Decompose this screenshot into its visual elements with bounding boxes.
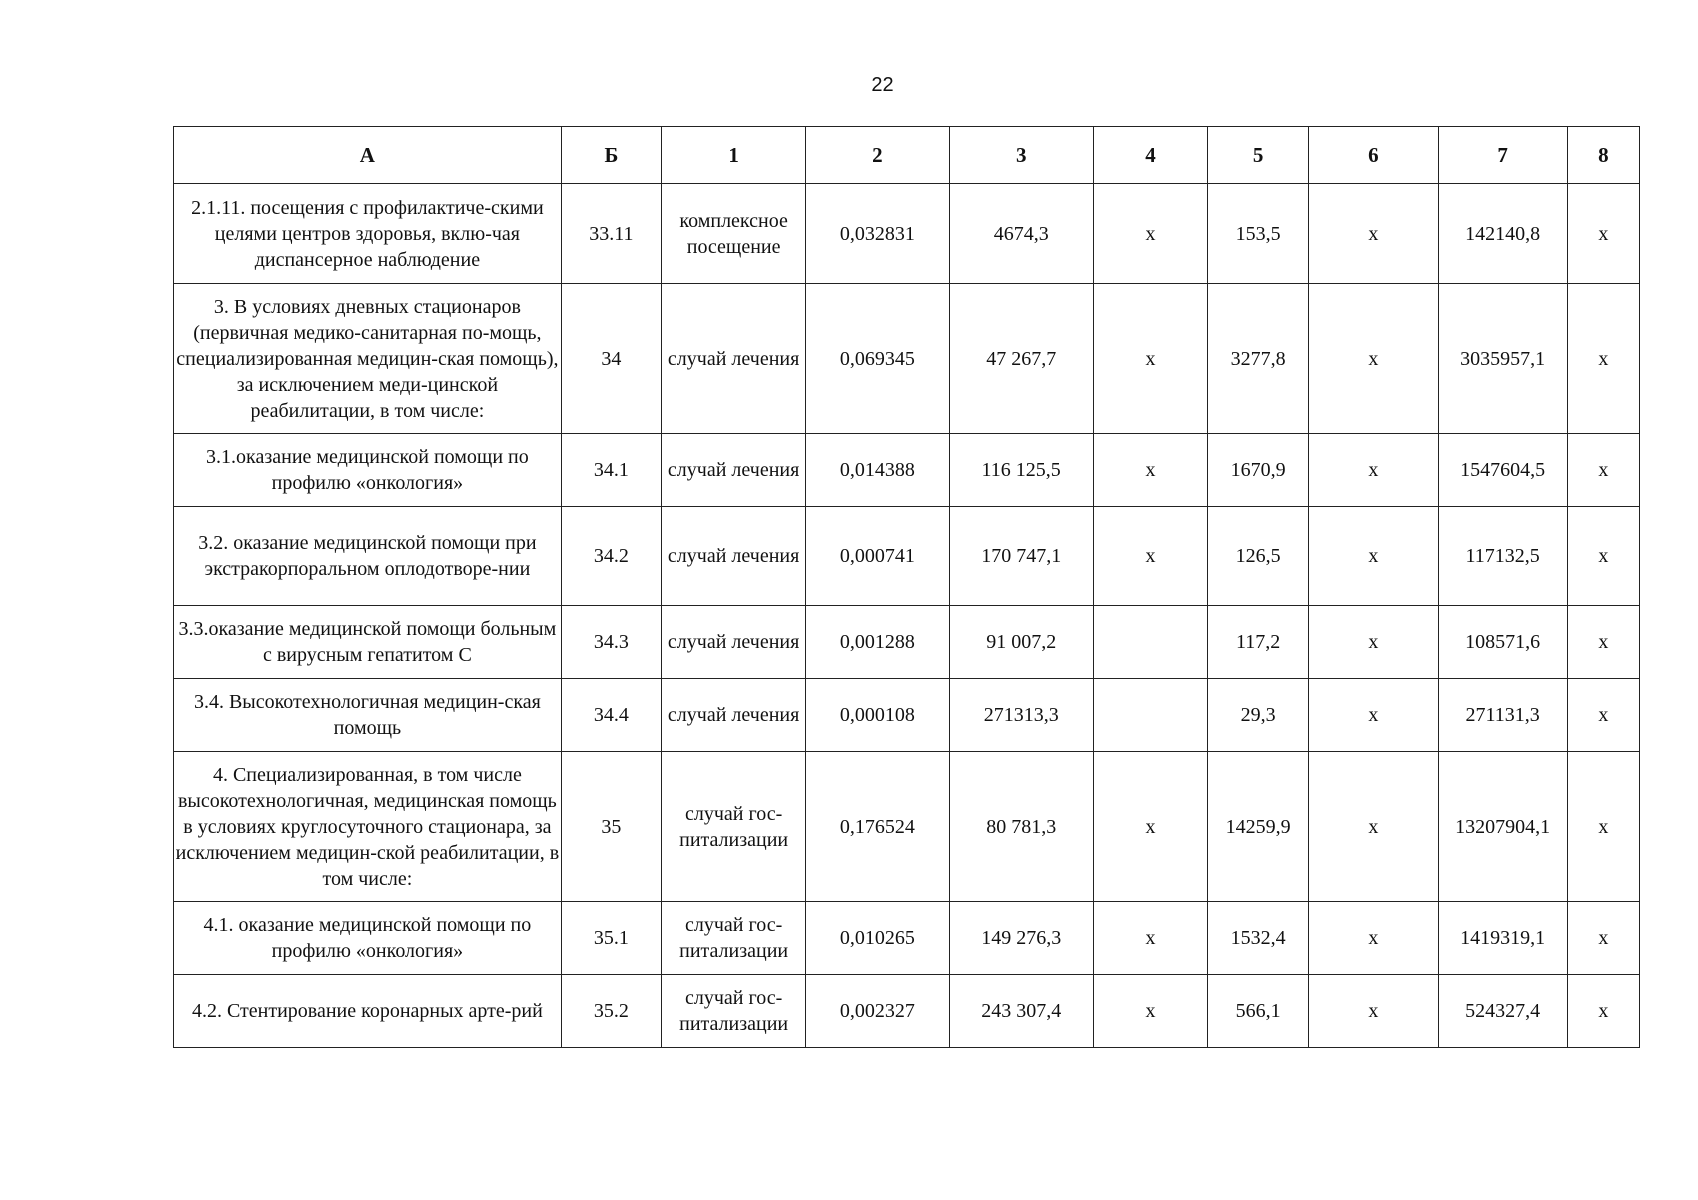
row-col-5: 29,3: [1208, 679, 1309, 752]
row-col-3: 271313,3: [949, 679, 1093, 752]
row-col-3: 47 267,7: [949, 284, 1093, 434]
row-col-5: 126,5: [1208, 507, 1309, 606]
row-col-4: [1093, 606, 1207, 679]
row-col-7: 108571,6: [1438, 606, 1567, 679]
table-row: [174, 434, 1640, 507]
header-cell-2: 2: [806, 127, 949, 184]
row-col-8: х: [1567, 184, 1639, 284]
row-name: 4.2. Стентирование коронарных арте-рий: [174, 975, 562, 1048]
row-col-4: х: [1093, 975, 1207, 1048]
row-unit: случай гос-питализации: [661, 902, 805, 975]
row-col-5: 117,2: [1208, 606, 1309, 679]
row-col-4: [1093, 679, 1207, 752]
row-col-4: х: [1093, 434, 1207, 507]
row-code: 34.4: [561, 679, 661, 752]
table-row: [174, 507, 1640, 606]
row-name: 2.1.11. посещения с профилактиче-скими целями центров здоровья, вклю-чая диспансерное наблюдение: [174, 184, 562, 284]
row-unit: случай лечения: [661, 606, 805, 679]
row-code: 35.2: [561, 975, 661, 1048]
row-col-3: 149 276,3: [949, 902, 1093, 975]
row-unit: случай гос-питализации: [661, 975, 805, 1048]
header-cell-3: 3: [949, 127, 1093, 184]
row-col-5: 566,1: [1208, 975, 1309, 1048]
row-col-7: 271131,3: [1438, 679, 1567, 752]
row-col-3: 91 007,2: [949, 606, 1093, 679]
row-col-5: 14259,9: [1208, 752, 1309, 902]
row-col-6: х: [1309, 284, 1438, 434]
row-unit: случай лечения: [661, 434, 805, 507]
row-name: 4. Специализированная, в том числе высокотехнологичная, медицинская помощь в условиях круглосуточного стационара, за исключением медицин-ской реабилитации, в том числе:: [174, 752, 562, 902]
row-col-4: х: [1093, 184, 1207, 284]
row-col-2: 0,001288: [806, 606, 949, 679]
row-col-8: х: [1567, 606, 1639, 679]
row-col-8: х: [1567, 752, 1639, 902]
row-col-2: 0,032831: [806, 184, 949, 284]
row-name: 3.4. Высокотехнологичная медицин-ская помощь: [174, 679, 562, 752]
row-col-5: 3277,8: [1208, 284, 1309, 434]
row-col-6: х: [1309, 975, 1438, 1048]
row-col-2: 0,176524: [806, 752, 949, 902]
row-col-3: 4674,3: [949, 184, 1093, 284]
row-name: 3.2. оказание медицинской помощи при экстракорпоральном оплодотворе-нии: [174, 507, 562, 606]
row-code: 34: [561, 284, 661, 434]
row-col-7: 142140,8: [1438, 184, 1567, 284]
row-col-6: х: [1309, 606, 1438, 679]
row-name: 3.3.оказание медицинской помощи больным с вирусным гепатитом С: [174, 606, 562, 679]
header-cell-8: 8: [1567, 127, 1639, 184]
header-cell-4: 4: [1093, 127, 1207, 184]
row-col-7: 13207904,1: [1438, 752, 1567, 902]
row-col-2: 0,069345: [806, 284, 949, 434]
row-col-3: 170 747,1: [949, 507, 1093, 606]
row-col-2: 0,000108: [806, 679, 949, 752]
header-row: [174, 127, 1640, 184]
header-cell-7: 7: [1438, 127, 1567, 184]
header-cell-b: Б: [561, 127, 661, 184]
row-col-5: 1670,9: [1208, 434, 1309, 507]
row-name: 4.1. оказание медицинской помощи по профилю «онкология»: [174, 902, 562, 975]
table-row: [174, 902, 1640, 975]
header-cell-1: 1: [661, 127, 805, 184]
row-col-6: х: [1309, 184, 1438, 284]
row-col-4: х: [1093, 507, 1207, 606]
row-code: 35.1: [561, 902, 661, 975]
row-col-7: 524327,4: [1438, 975, 1567, 1048]
row-col-8: х: [1567, 679, 1639, 752]
row-unit: комплексное посещение: [661, 184, 805, 284]
table-row: [174, 284, 1640, 434]
row-col-7: 1547604,5: [1438, 434, 1567, 507]
row-unit: случай лечения: [661, 679, 805, 752]
row-unit: случай лечения: [661, 284, 805, 434]
table-row: [174, 184, 1640, 284]
row-col-8: х: [1567, 902, 1639, 975]
row-code: 33.11: [561, 184, 661, 284]
table-row: [174, 606, 1640, 679]
data-table: [173, 126, 1640, 1048]
row-col-3: 243 307,4: [949, 975, 1093, 1048]
row-col-3: 116 125,5: [949, 434, 1093, 507]
row-col-2: 0,000741: [806, 507, 949, 606]
row-col-8: х: [1567, 507, 1639, 606]
row-col-6: х: [1309, 902, 1438, 975]
row-unit: случай гос-питализации: [661, 752, 805, 902]
row-code: 34.3: [561, 606, 661, 679]
row-code: 34.1: [561, 434, 661, 507]
row-col-8: х: [1567, 434, 1639, 507]
row-col-6: х: [1309, 679, 1438, 752]
table-row: [174, 679, 1640, 752]
row-col-7: 117132,5: [1438, 507, 1567, 606]
row-name: 3.1.оказание медицинской помощи по профилю «онкология»: [174, 434, 562, 507]
row-col-4: х: [1093, 284, 1207, 434]
row-col-7: 1419319,1: [1438, 902, 1567, 975]
row-col-2: 0,014388: [806, 434, 949, 507]
row-col-3: 80 781,3: [949, 752, 1093, 902]
row-col-6: х: [1309, 507, 1438, 606]
row-col-6: х: [1309, 434, 1438, 507]
row-name: 3. В условиях дневных стационаров (первичная медико-санитарная по-мощь, специализированная медицин-ская помощь), за исключением меди-цинской реабилитации, в том числе:: [174, 284, 562, 434]
header-cell-6: 6: [1309, 127, 1438, 184]
header-cell-5: 5: [1208, 127, 1309, 184]
row-col-8: х: [1567, 975, 1639, 1048]
table-row: [174, 975, 1640, 1048]
row-col-5: 1532,4: [1208, 902, 1309, 975]
row-col-7: 3035957,1: [1438, 284, 1567, 434]
page-number: 22: [871, 74, 894, 96]
row-col-6: х: [1309, 752, 1438, 902]
row-unit: случай лечения: [661, 507, 805, 606]
row-col-4: х: [1093, 752, 1207, 902]
row-col-8: х: [1567, 284, 1639, 434]
row-col-2: 0,002327: [806, 975, 949, 1048]
row-code: 35: [561, 752, 661, 902]
row-code: 34.2: [561, 507, 661, 606]
row-col-2: 0,010265: [806, 902, 949, 975]
table-row: [174, 752, 1640, 902]
header-cell-a: А: [174, 127, 562, 184]
row-col-4: х: [1093, 902, 1207, 975]
row-col-5: 153,5: [1208, 184, 1309, 284]
